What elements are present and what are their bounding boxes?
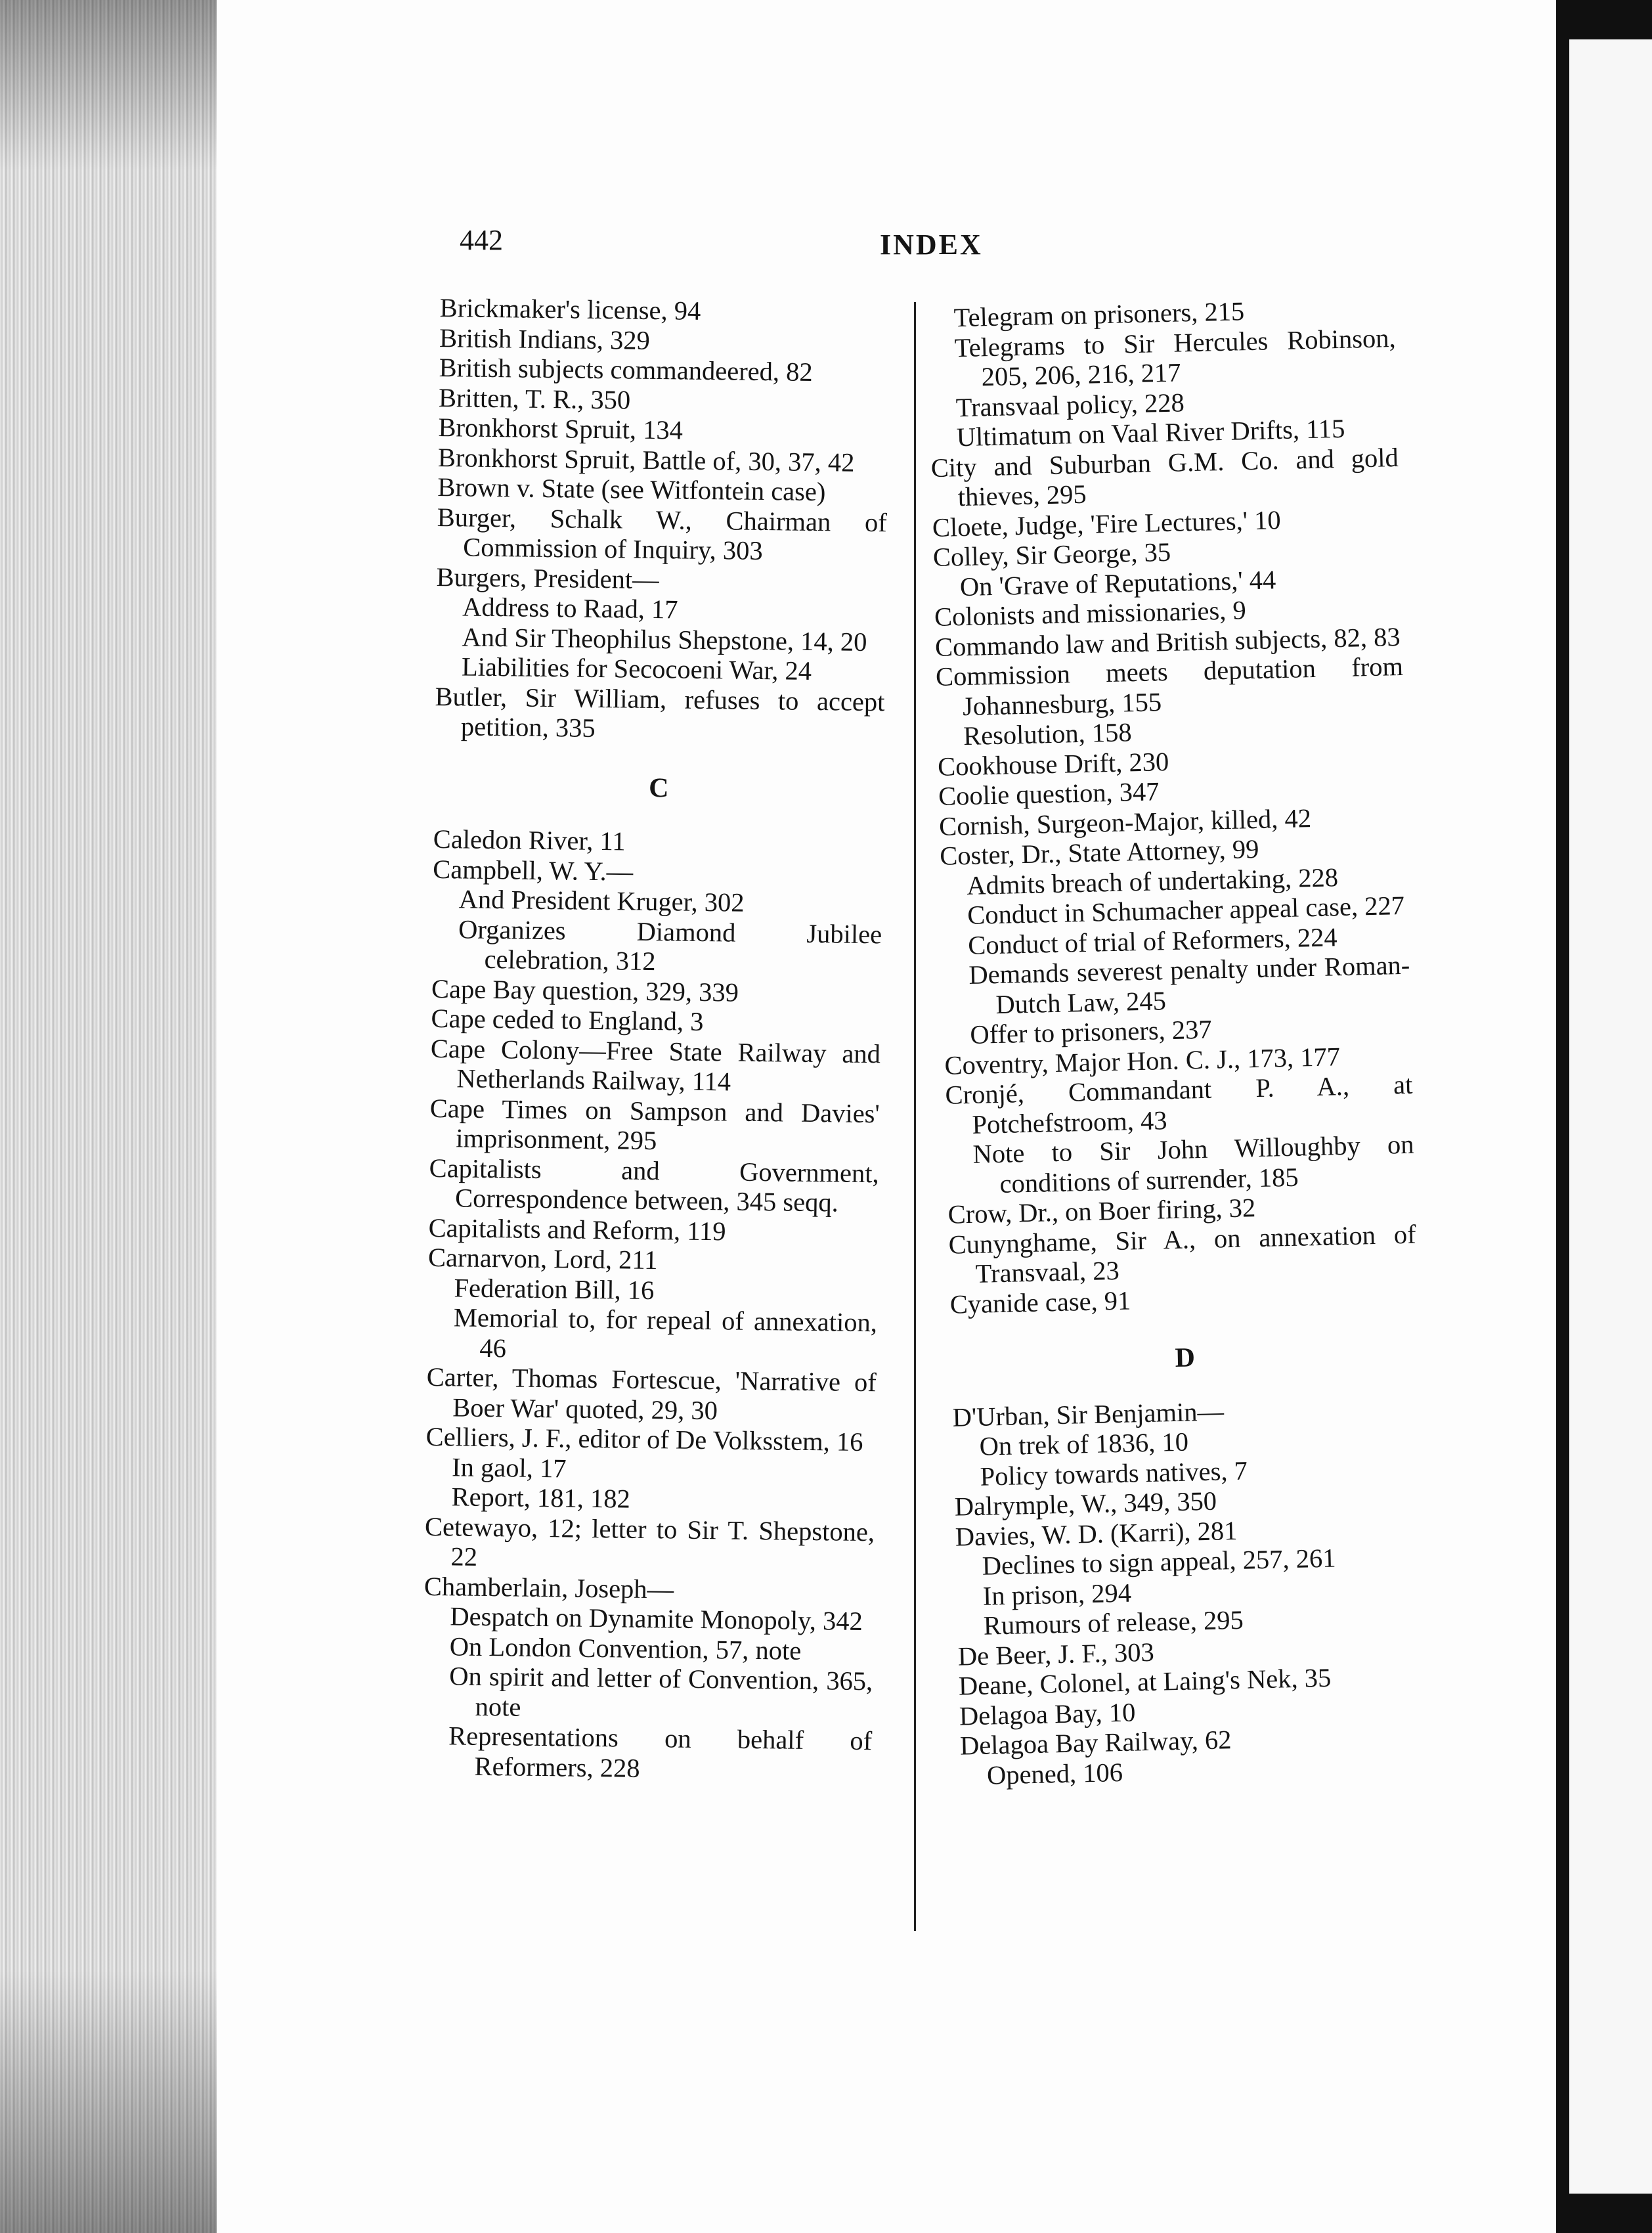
index-subentry: Telegrams to Sir Hercules Robinson, 205, 206, 216, 217 xyxy=(954,322,1397,392)
index-column-right xyxy=(927,293,1428,1791)
index-subentry: Admits breach of undertaking, 228 xyxy=(966,862,1339,900)
running-head: INDEX xyxy=(880,229,983,261)
index-entry: Delagoa Bay Railway, 62 xyxy=(959,1725,1232,1761)
index-entry: Carter, Thomas Fortescue, 'Narrative of Boer War' quoted, 29, 30 xyxy=(426,1361,877,1425)
index-entry: Cloete, Judge, 'Fire Lectures,' 10 xyxy=(932,504,1282,542)
index-entry: De Beer, J. F., 303 xyxy=(957,1637,1155,1671)
index-entry: Cookhouse Drift, 230 xyxy=(937,746,1169,782)
index-entry: Campbell, W. Y.— xyxy=(433,854,634,887)
index-subentry: Conduct of trial of Reformers, 224 xyxy=(967,921,1338,960)
index-entry: Bronkhorst Spruit, Battle of, 30, 37, 42 xyxy=(437,442,855,477)
index-entry: Cunynghame, Sir A., on annexation of Transvaal, 23 xyxy=(948,1219,1417,1289)
column-rule xyxy=(914,302,916,1931)
index-entry: Davies, W. D. (Karri), 281 xyxy=(955,1515,1238,1552)
page-number: 442 xyxy=(460,224,503,256)
index-entry: Delagoa Bay, 10 xyxy=(959,1697,1136,1731)
index-subentry: On London Convention, 57, note xyxy=(449,1631,802,1666)
index-entry: Burgers, President— xyxy=(436,562,659,594)
index-entry: Cronjé, Commandant P. A., at Potchefstroom, 43 xyxy=(945,1069,1413,1139)
index-entry: Celliers, J. F., editor of De Volksstem, 16 xyxy=(425,1421,863,1457)
index-entry: Cape Times on Sampson and Davies' imprisonment, 295 xyxy=(429,1093,880,1156)
facing-page-edge xyxy=(1569,39,1652,2194)
index-subentry: Liabilities for Secocoeni War, 24 xyxy=(461,652,812,686)
index-entry: Burger, Schalk W., Chairman of Commission of Inquiry, 303 xyxy=(437,502,888,566)
index-subentry: Telegram on prisoners, 215 xyxy=(953,296,1245,333)
index-subentry: Note to Sir John Willoughby on conditions of surrender, 185 xyxy=(972,1129,1414,1199)
index-subentry: Ultimatum on Vaal River Drifts, 115 xyxy=(956,413,1345,453)
index-entry: Cape ceded to England, 3 xyxy=(431,1003,704,1036)
index-entry: Cetewayo, 12; letter to Sir T. Shepstone, 22 xyxy=(424,1511,875,1572)
index-entry: Carnarvon, Lord, 211 xyxy=(427,1242,658,1275)
index-entry: Cyanide case, 91 xyxy=(949,1285,1131,1319)
index-subentry: Conduct in Schumacher appeal case, 227 xyxy=(967,890,1405,931)
index-subentry: Representations on behalf of Reformers, 228 xyxy=(448,1721,873,1783)
index-entry: British subjects commandeered, 82 xyxy=(439,352,813,387)
index-subentry: In prison, 294 xyxy=(982,1578,1132,1611)
index-entry: Colley, Sir George, 35 xyxy=(932,537,1171,573)
index-subentry: Address to Raad, 17 xyxy=(462,592,678,625)
index-subentry: On spirit and letter of Convention, 365, note xyxy=(448,1661,873,1722)
index-entry: Commando law and British subjects, 82, 83 xyxy=(934,621,1401,662)
index-column-left xyxy=(422,293,890,1786)
index-entry: Brickmaker's license, 94 xyxy=(439,293,701,326)
index-subentry: Offer to prisoners, 237 xyxy=(969,1014,1213,1050)
index-subentry: On trek of 1836, 10 xyxy=(979,1426,1189,1461)
index-subentry: Report, 181, 182 xyxy=(451,1482,631,1514)
index-subentry: And Sir Theophilus Shepstone, 14, 20 xyxy=(462,621,867,657)
index-subentry: Organizes Diamond Jubilee celebration, 312 xyxy=(458,914,882,977)
index-subentry: Policy towards natives, 7 xyxy=(980,1455,1248,1492)
index-entry: Cape Colony—Free State Railway and Netherlands Railway, 114 xyxy=(430,1033,881,1097)
index-subentry: Opened, 106 xyxy=(986,1757,1123,1790)
index-entry: Coster, Dr., State Attorney, 99 xyxy=(939,833,1259,871)
section-letter: C xyxy=(648,772,669,803)
index-subentry: And President Kruger, 302 xyxy=(458,884,745,918)
index-entry: Capitalists and Government, Correspondence between, 345 seqq. xyxy=(429,1153,879,1218)
index-subentry: Demands severest penalty under Roman-Dutch Law, 245 xyxy=(968,950,1410,1019)
index-entry: Butler, Sir William, refuses to accept petition, 335 xyxy=(435,681,885,743)
index-subentry: Transvaal policy, 228 xyxy=(955,387,1185,422)
index-entry: Caledon River, 11 xyxy=(433,824,626,856)
index-entry: Deane, Colonel, at Laing's Nek, 35 xyxy=(958,1662,1332,1701)
index-entry: Colonists and missionaries, 9 xyxy=(934,595,1247,632)
index-entry: Dalrymple, W., 349, 350 xyxy=(954,1486,1217,1522)
index-subentry: Federation Bill, 16 xyxy=(454,1272,655,1305)
index-entry: City and Suburban G.M. Co. and gold thieves, 295 xyxy=(930,442,1399,512)
index-subentry: Memorial to, for repeal of annexation, 46 xyxy=(453,1302,878,1363)
index-entry: Bronkhorst Spruit, 134 xyxy=(438,412,684,445)
index-entry: Britten, T. R., 350 xyxy=(438,382,631,415)
section-letter: D xyxy=(1175,1342,1196,1373)
index-entry: Chamberlain, Joseph— xyxy=(424,1571,674,1604)
index-entry: Brown v. State (see Witfontein case) xyxy=(437,472,826,507)
index-entry: Coolie question, 347 xyxy=(938,776,1160,811)
index-entry: Commission meets deputation from Johannesburg, 155 xyxy=(935,651,1404,721)
index-entry: Coventry, Major Hon. C. J., 173, 177 xyxy=(944,1041,1341,1080)
index-subentry: On 'Grave of Reputations,' 44 xyxy=(959,564,1276,602)
index-entry: Cape Bay question, 329, 339 xyxy=(431,973,739,1007)
index-entry: Capitalists and Reform, 119 xyxy=(428,1212,726,1246)
index-entry: British Indians, 329 xyxy=(439,322,651,355)
index-subentry: Resolution, 158 xyxy=(963,717,1133,751)
book-edge-shadow xyxy=(0,0,217,2233)
index-entry: Cornish, Surgeon-Major, killed, 42 xyxy=(938,803,1312,841)
index-entry: Crow, Dr., on Boer firing, 32 xyxy=(947,1193,1256,1229)
index-subentry: In gaol, 17 xyxy=(451,1451,567,1483)
index-entry: D'Urban, Sir Benjamin— xyxy=(952,1396,1225,1432)
index-subentry: Declines to sign appeal, 257, 261 xyxy=(982,1543,1336,1581)
index-subentry: Rumours of release, 295 xyxy=(983,1604,1244,1641)
index-subentry: Despatch on Dynamite Monopoly, 342 xyxy=(450,1601,863,1637)
